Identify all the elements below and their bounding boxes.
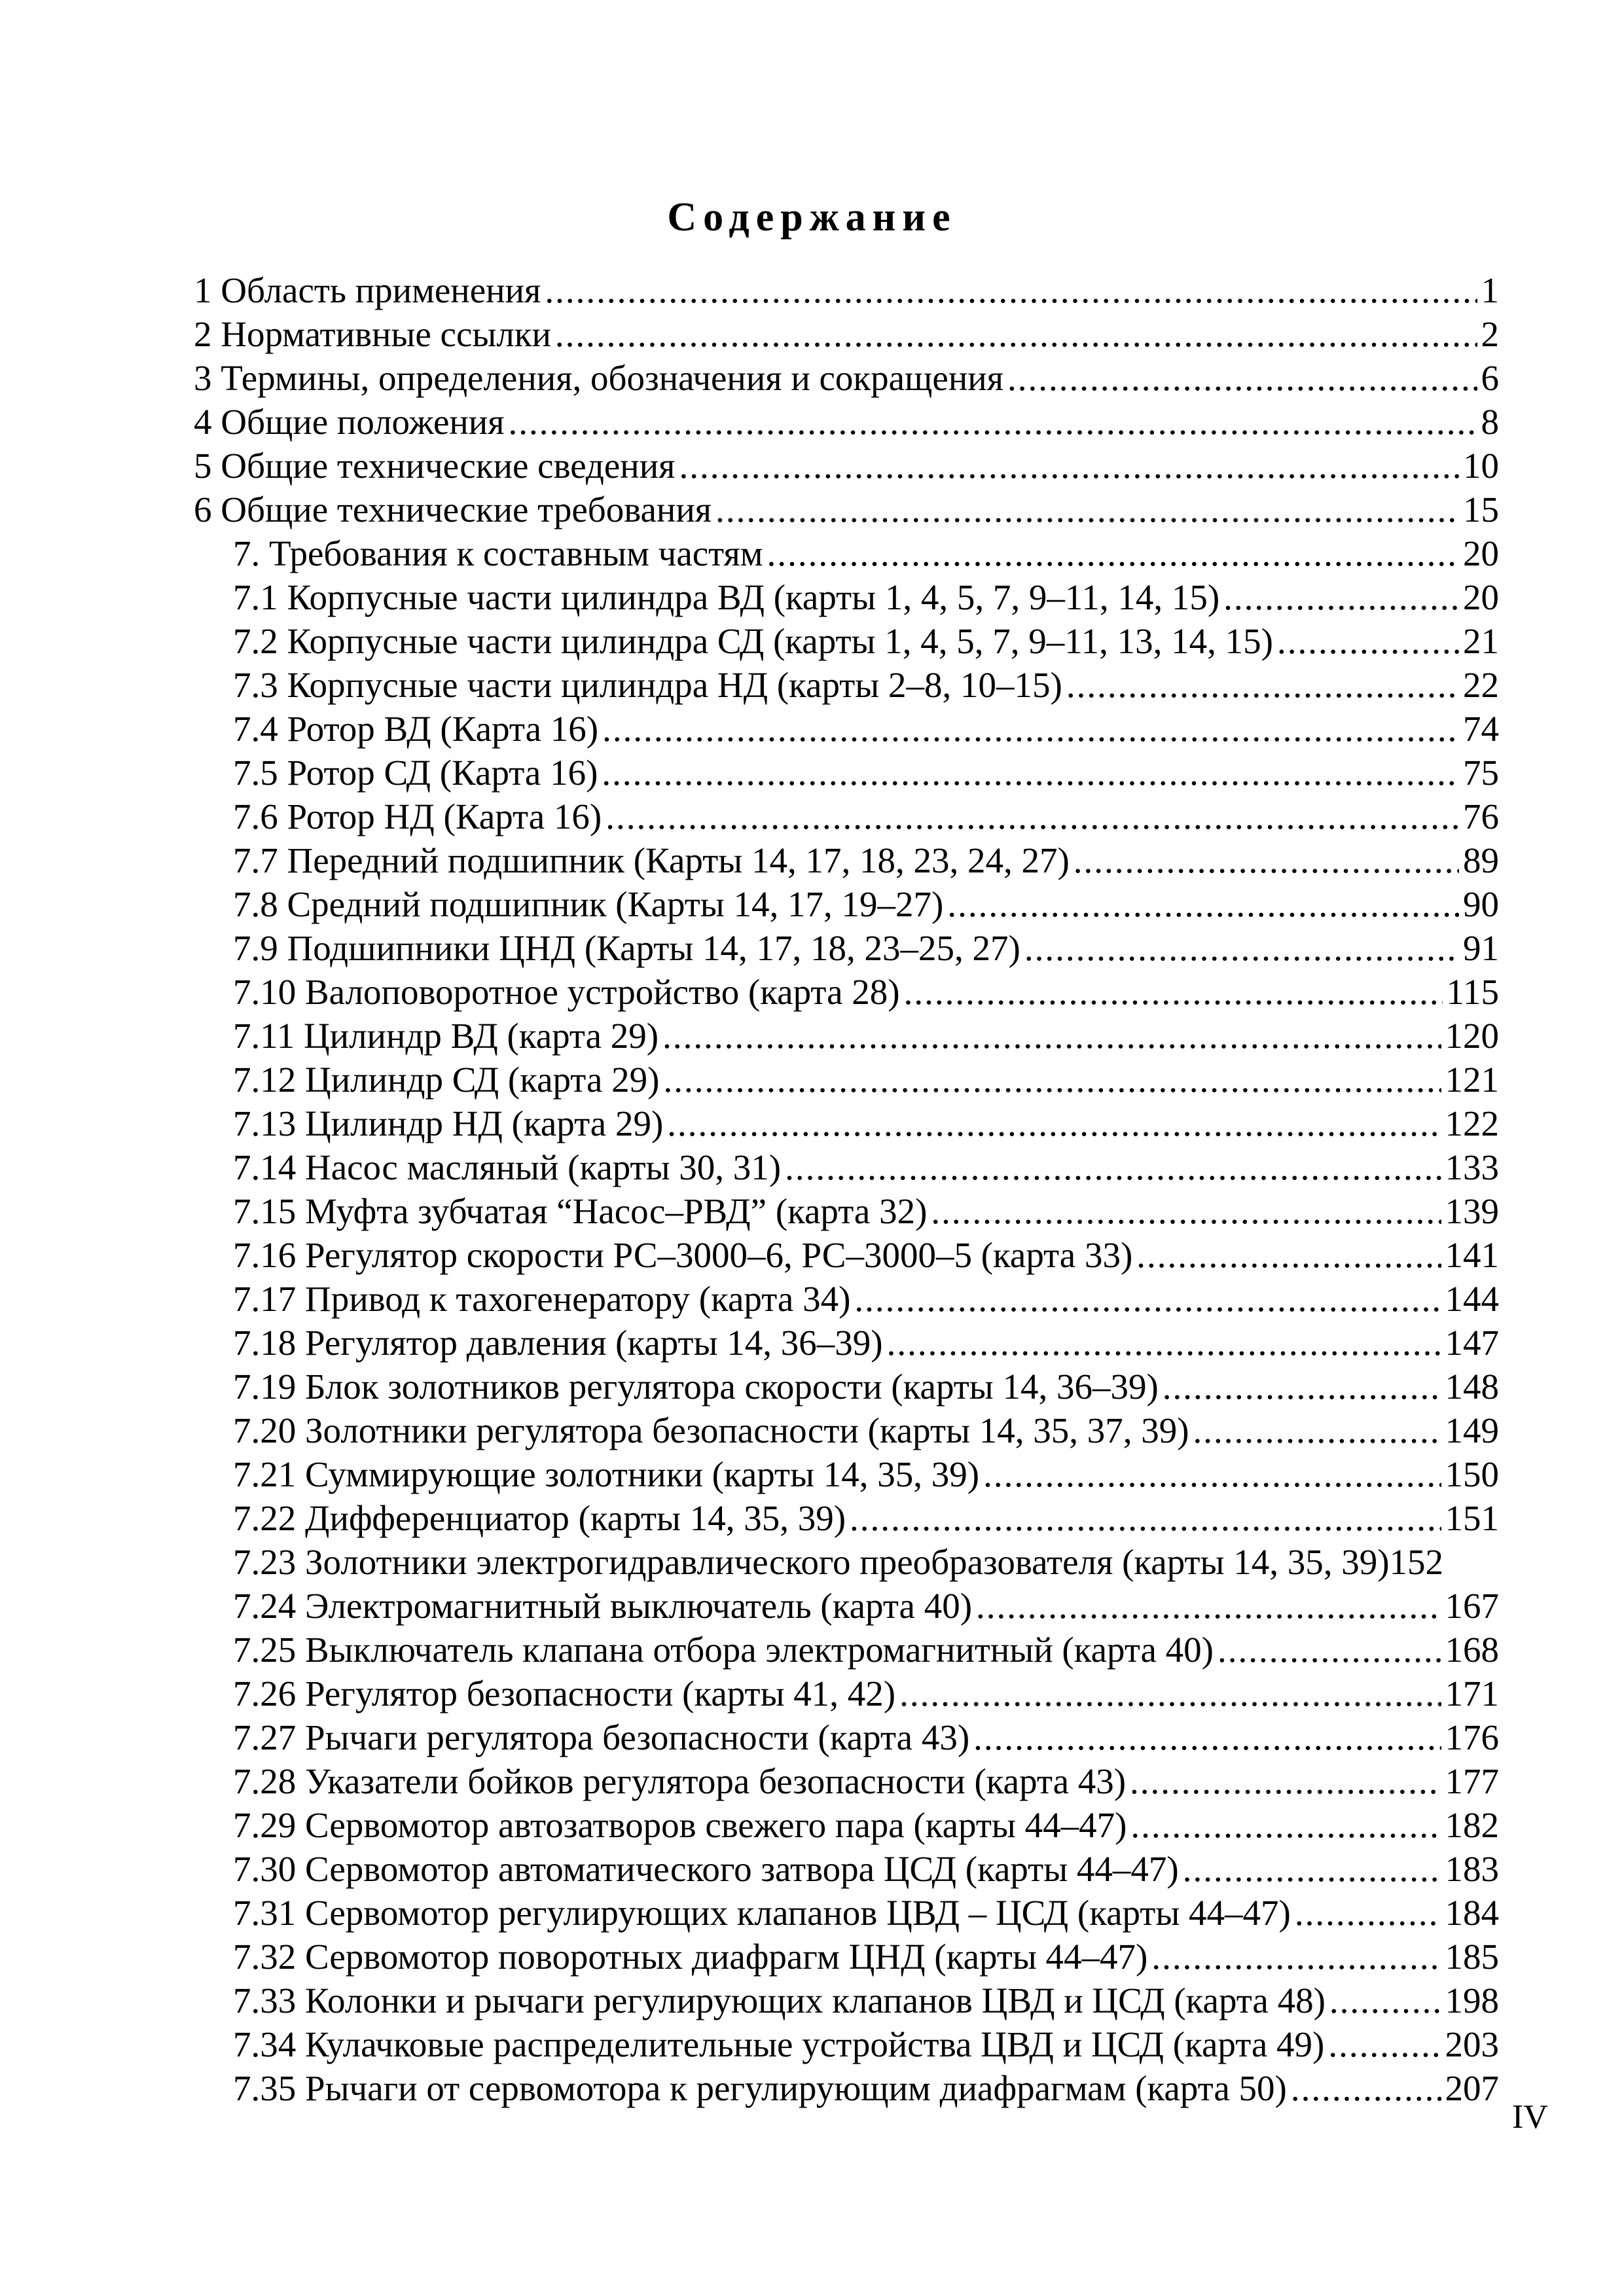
toc-entry-title: 7.5 Ротор СД (Карта 16)	[233, 753, 598, 793]
toc-entry-page: 1	[1481, 270, 1499, 310]
toc-entry-page: 139	[1445, 1191, 1499, 1231]
toc-leader-dots	[1291, 2066, 1441, 2110]
toc-entry-page: 147	[1445, 1323, 1499, 1363]
toc-entry-title: 7.29 Сервомотор автозатворов свежего пара (карты 44–47)	[233, 1805, 1127, 1845]
toc-entry	[233, 707, 1499, 751]
toc-entry-title: 7.30 Сервомотор автоматического затвора ЦСД (карты 44–47)	[233, 1849, 1179, 1889]
toc-entry-page: 22	[1463, 665, 1499, 705]
toc-entry-title: 7.33 Колонки и рычаги регулирующих клапанов ЦВД и ЦСД (карта 48)	[233, 1981, 1326, 2020]
toc-entry	[233, 970, 1499, 1014]
toc-entry-title: 7.32 Сервомотор поворотных диафрагм ЦНД (карты 44–47)	[233, 1937, 1148, 1977]
toc-leader-dots	[1024, 926, 1459, 970]
toc-entry	[194, 488, 1499, 531]
toc-entry-page: 167	[1445, 1586, 1499, 1626]
toc-leader-dots	[1007, 356, 1477, 400]
toc-leader-dots	[931, 1189, 1441, 1233]
toc-leader-dots	[1295, 1891, 1441, 1935]
toc-entry-title: 3 Термины, определения, обозначения и сокращения	[194, 358, 1003, 398]
toc-entry-title: 7.11 Цилиндр ВД (карта 29)	[233, 1016, 659, 1056]
toc-leader-dots	[1074, 838, 1459, 882]
toc-entry-page: 150	[1445, 1454, 1499, 1494]
toc-leader-dots	[850, 1496, 1441, 1540]
toc-entry	[233, 1496, 1499, 1540]
toc-leader-dots	[854, 1277, 1441, 1321]
toc-entry-title: 7.12 Цилиндр СД (карта 29)	[233, 1060, 660, 1100]
toc-leader-dots	[1066, 663, 1459, 707]
toc-leader-dots	[667, 1102, 1441, 1145]
toc-leader-dots	[767, 531, 1459, 575]
toc-leader-dots	[1130, 1759, 1441, 1803]
toc-entry-title: 7.23 Золотники электрогидравлического преобразователя (карты 14, 35, 39)152	[233, 1542, 1444, 1582]
toc-entry-page: 185	[1445, 1937, 1499, 1977]
toc-entry	[233, 1891, 1499, 1935]
toc-entry-page: 90	[1463, 884, 1499, 924]
toc-entry-page: 21	[1463, 621, 1499, 661]
toc-entry	[233, 1715, 1499, 1759]
toc-entry-page: 20	[1463, 533, 1499, 573]
toc-entry-page: 89	[1463, 840, 1499, 880]
toc-entry-page: 149	[1445, 1410, 1499, 1450]
toc-entry	[233, 882, 1499, 926]
toc-entry-page: 6	[1481, 358, 1499, 398]
toc-leader-dots	[545, 268, 1477, 312]
toc-leader-dots	[1193, 1408, 1441, 1452]
toc-entry	[233, 838, 1499, 882]
toc-entry	[233, 1935, 1499, 1979]
toc-leader-dots	[947, 882, 1459, 926]
toc-entry-page: 184	[1445, 1893, 1499, 1933]
toc-leader-dots	[983, 1452, 1441, 1496]
page-number: IV	[1512, 2098, 1548, 2136]
toc-entry	[194, 356, 1499, 400]
toc-leader-dots	[679, 444, 1459, 488]
toc-entry	[194, 400, 1499, 444]
toc-entry-page: 121	[1445, 1060, 1499, 1100]
toc-entry-page: 177	[1445, 1761, 1499, 1801]
toc-entry-page: 133	[1445, 1147, 1499, 1187]
toc-entry-page: 20	[1463, 577, 1499, 617]
toc-leader-dots	[904, 970, 1443, 1014]
toc-entry-title: 5 Общие технические сведения	[194, 446, 676, 486]
toc-entry-title: 7.7 Передний подшипник (Карты 14, 17, 18, 23, 24, 27)	[233, 840, 1070, 880]
toc-entry-title: 1 Область применения	[194, 270, 541, 310]
toc-entry-title: 7.20 Золотники регулятора безопасности (карты 14, 35, 37, 39)	[233, 1410, 1189, 1450]
toc-leader-dots	[1328, 2022, 1441, 2066]
toc-entry-page: 122	[1445, 1103, 1499, 1143]
toc-entry-page: 15	[1463, 490, 1499, 529]
toc-entry	[233, 2022, 1499, 2066]
toc-entry	[233, 1408, 1499, 1452]
toc-entry-title: 7.21 Суммирующие золотники (карты 14, 35, 39)	[233, 1454, 980, 1494]
toc-entry-page: 75	[1463, 753, 1499, 793]
toc-leader-dots	[976, 1584, 1441, 1628]
toc-entry	[194, 312, 1499, 356]
toc-entry-page: 115	[1446, 972, 1499, 1012]
toc-leader-dots	[555, 312, 1477, 356]
toc-entry-title: 7.26 Регулятор безопасности (карты 41, 42)	[233, 1674, 896, 1713]
toc-leader-dots	[1163, 1365, 1441, 1408]
toc-entry	[233, 1584, 1499, 1628]
toc-entry-page: 151	[1445, 1498, 1499, 1538]
page-title: Содержание	[667, 195, 957, 240]
toc-entry	[233, 795, 1499, 838]
toc-entry-title: 7.14 Насос масляный (карты 30, 31)	[233, 1147, 782, 1187]
toc-entry	[233, 2066, 1499, 2110]
toc-entry-title: 7.17 Привод к тахогенератору (карта 34)	[233, 1279, 851, 1319]
toc-entry-page: 182	[1445, 1805, 1499, 1845]
toc-entry-title: 7.34 Кулачковые распределительные устройства ЦВД и ЦСД (карта 49)	[233, 2024, 1325, 2064]
toc-entry	[233, 575, 1499, 619]
toc-leader-dots	[1136, 1233, 1441, 1277]
toc-entry-page: 203	[1445, 2024, 1499, 2064]
toc-entry-title: 7.1 Корпусные части цилиндра ВД (карты 1, 4, 5, 7, 9–11, 14, 15)	[233, 577, 1220, 617]
toc-entry-page: 168	[1445, 1630, 1499, 1670]
toc-entry	[233, 1014, 1499, 1058]
toc-leader-dots	[1183, 1847, 1441, 1891]
toc-entry-page: 176	[1445, 1717, 1499, 1757]
toc-entry-title: 7.31 Сервомотор регулирующих клапанов ЦВД – ЦСД (карты 44–47)	[233, 1893, 1291, 1933]
toc-entry-title: 7.24 Электромагнитный выключатель (карта 40)	[233, 1586, 973, 1626]
toc-leader-dots	[1329, 1979, 1441, 2022]
toc-entry	[233, 619, 1499, 663]
toc-entry-title: 7. Требования к составным частям	[233, 533, 763, 573]
toc-entry-title: 7.9 Подшипники ЦНД (Карты 14, 17, 18, 23–25, 27)	[233, 928, 1020, 968]
toc-entry	[194, 444, 1499, 488]
toc-entry	[233, 926, 1499, 970]
toc-leader-dots	[899, 1672, 1441, 1715]
toc-leader-dots	[1277, 619, 1459, 663]
toc-leader-dots	[662, 1014, 1441, 1058]
toc-leader-dots	[973, 1715, 1441, 1759]
toc-entry-page: 8	[1481, 402, 1499, 442]
toc-entry-title: 7.18 Регулятор давления (карты 14, 36–39)	[233, 1323, 883, 1363]
toc-leader-dots	[602, 707, 1459, 751]
toc-entry	[233, 1102, 1499, 1145]
toc-leader-dots	[509, 400, 1477, 444]
toc-entry	[233, 1540, 1575, 1584]
toc-entry	[233, 1672, 1499, 1715]
toc-entry	[233, 1759, 1499, 1803]
toc-entry-title: 7.13 Цилиндр НД (карта 29)	[233, 1103, 664, 1143]
toc-entry-title: 7.8 Средний подшипник (Карты 14, 17, 19–27)	[233, 884, 944, 924]
toc-leader-dots	[602, 751, 1459, 795]
toc-leader-dots	[1151, 1935, 1441, 1979]
toc-entry-page: 141	[1445, 1235, 1499, 1275]
toc-entry	[233, 1452, 1499, 1496]
toc-entry	[233, 531, 1499, 575]
toc-entry	[233, 1628, 1499, 1672]
toc-entry-page: 171	[1445, 1674, 1499, 1713]
toc-entry-title: 6 Общие технические требования	[194, 490, 712, 529]
toc-entry-page: 183	[1445, 1849, 1499, 1889]
toc-entry-page: 207	[1445, 2068, 1499, 2108]
toc-entry-page: 198	[1445, 1981, 1499, 2020]
toc-entry-title: 7.19 Блок золотников регулятора скорости (карты 14, 36–39)	[233, 1367, 1159, 1407]
toc-entry-title: 7.25 Выключатель клапана отбора электромагнитный (карта 40)	[233, 1630, 1214, 1670]
toc-entry-title: 7.28 Указатели бойков регулятора безопасности (карта 43)	[233, 1761, 1127, 1801]
toc-entry	[233, 1847, 1499, 1891]
toc-entry	[233, 1979, 1499, 2022]
toc-entry-title: 7.4 Ротор ВД (Карта 16)	[233, 709, 599, 749]
toc-entry-page: 148	[1445, 1367, 1499, 1407]
toc-entry-page: 74	[1463, 709, 1499, 749]
toc-entry-title: 7.6 Ротор НД (Карта 16)	[233, 797, 602, 836]
toc-entry	[233, 1277, 1499, 1321]
toc-entry	[233, 663, 1499, 707]
toc-entry	[233, 1803, 1499, 1847]
toc-entry-page: 76	[1463, 797, 1499, 836]
toc-leader-dots	[664, 1058, 1441, 1102]
toc-entry	[194, 268, 1499, 312]
toc-entry-title: 7.10 Валоповоротное устройство (карта 28)	[233, 972, 900, 1012]
toc-entry-title: 7.3 Корпусные части цилиндра НД (карты 2–8, 10–15)	[233, 665, 1062, 705]
toc-entry-page: 144	[1445, 1279, 1499, 1319]
toc-leader-dots	[1218, 1628, 1441, 1672]
toc-entry-title: 2 Нормативные ссылки	[194, 314, 551, 354]
toc-entry-title: 7.27 Рычаги регулятора безопасности (карта 43)	[233, 1717, 970, 1757]
toc-leader-dots	[887, 1321, 1441, 1365]
toc-entry-title: 4 Общие положения	[194, 402, 505, 442]
toc-leader-dots	[1130, 1803, 1441, 1847]
toc-entry	[233, 1233, 1499, 1277]
toc-leader-dots	[715, 488, 1459, 531]
toc-entry-title: 7.16 Регулятор скорости РС–3000–6, РС–3000–5 (карта 33)	[233, 1235, 1133, 1275]
toc-leader-dots	[1223, 575, 1459, 619]
toc-entry	[233, 751, 1499, 795]
toc-entry-title: 7.15 Муфта зубчатая “Насос–РВД” (карта 32)	[233, 1191, 928, 1231]
toc-leader-dots	[605, 795, 1459, 838]
toc-entry-title: 7.2 Корпусные части цилиндра СД (карты 1, 4, 5, 7, 9–11, 13, 14, 15)	[233, 621, 1273, 661]
toc-entry	[233, 1365, 1499, 1408]
toc-entry-title: 7.22 Дифференциатор (карты 14, 35, 39)	[233, 1498, 846, 1538]
toc-entry-page: 2	[1481, 314, 1499, 354]
toc-entry-page: 120	[1445, 1016, 1499, 1056]
toc-entry	[233, 1058, 1499, 1102]
toc-entry-title: 7.35 Рычаги от сервомотора к регулирующим диафрагмам (карта 50)	[233, 2068, 1287, 2108]
toc-entry	[233, 1321, 1499, 1365]
toc-entry	[233, 1145, 1499, 1189]
toc-entry-page: 10	[1463, 446, 1499, 486]
toc-leader-dots	[785, 1145, 1441, 1189]
toc-entry-page: 91	[1463, 928, 1499, 968]
toc-entry	[233, 1189, 1499, 1233]
